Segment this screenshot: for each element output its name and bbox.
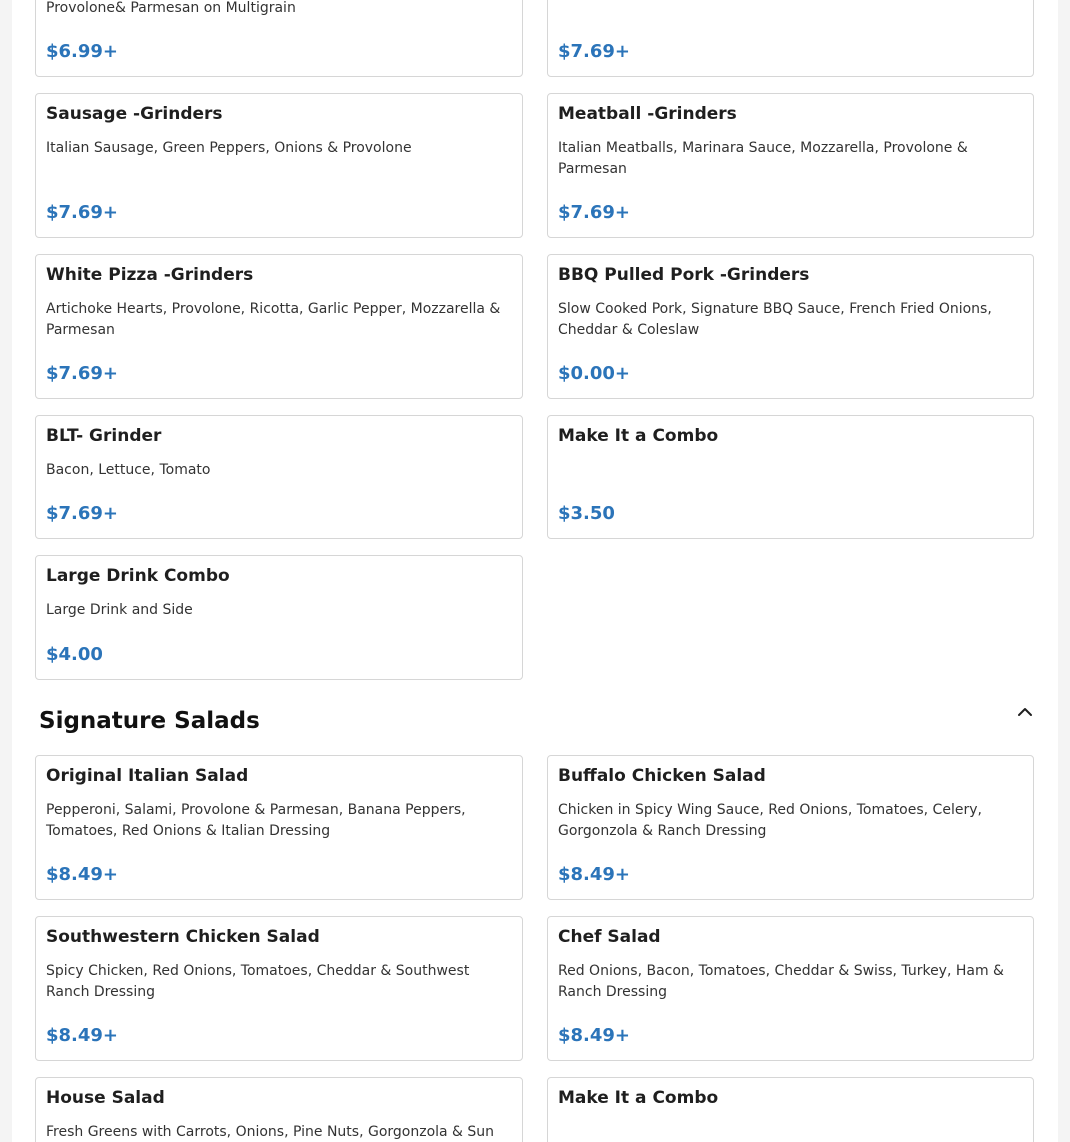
menu-item-card[interactable] [35,1077,523,1142]
menu-item-card[interactable] [547,254,1034,399]
menu-item-card[interactable] [547,415,1034,539]
menu-item-card[interactable] [547,93,1034,238]
menu-item-card[interactable] [35,415,523,539]
section-header [39,704,1039,738]
menu-item-price: $7.69+ [558,202,631,223]
menu-item-price: $6.99+ [46,41,119,62]
menu-item-card[interactable] [35,755,523,900]
menu-item-name: BLT- Grinder [46,426,162,446]
menu-item-description: Provolone& Parmesan on Multigrain [46,0,296,16]
menu-item-name: Meatball -Grinders [558,104,737,124]
menu-item-description: Italian Meatballs, Marinara Sauce, Mozzarella, Provolone & Parmesan [558,140,968,177]
menu-item-name: Make It a Combo [558,426,719,446]
menu-item-description: Fresh Greens with Carrots, Onions, Pine Nuts, Gorgonzola & Sun [46,1124,495,1140]
section-title: Signature Salads [39,708,260,734]
chevron-up-icon [1017,707,1033,717]
menu-item-price: $7.69+ [46,202,119,223]
menu-item-price: $7.69+ [46,503,119,524]
menu-item-name: Chef Salad [558,927,661,947]
menu-item-description: Artichoke Hearts, Provolone, Ricotta, Garlic Pepper, Mozzarella & Parmesan [46,301,501,338]
menu-item-card[interactable] [547,1077,1034,1142]
menu-item-card[interactable] [35,555,523,680]
menu-item-card[interactable] [35,93,523,238]
menu-item-description: Large Drink and Side [46,602,193,618]
menu-page [12,0,1058,1142]
menu-item-description: Red Onions, Bacon, Tomatoes, Cheddar & Swiss, Turkey, Ham & Ranch Dressing [558,963,1004,1000]
menu-item-description: Chicken in Spicy Wing Sauce, Red Onions, Tomatoes, Celery, Gorgonzola & Ranch Dressing [558,802,982,839]
menu-item-name: Make It a Combo [558,1088,719,1108]
menu-item-card[interactable] [547,0,1034,77]
menu-item-name: White Pizza -Grinders [46,265,254,285]
menu-item-name: Original Italian Salad [46,766,249,786]
menu-item-card[interactable] [547,755,1034,900]
menu-item-card[interactable] [35,0,523,77]
menu-item-card[interactable] [35,916,523,1061]
menu-item-price: $8.49+ [46,864,119,885]
menu-item-name: Large Drink Combo [46,566,230,586]
menu-item-name: Southwestern Chicken Salad [46,927,320,947]
menu-item-description: Italian Sausage, Green Peppers, Onions & Provolone [46,140,412,156]
menu-item-description: Spicy Chicken, Red Onions, Tomatoes, Cheddar & Southwest Ranch Dressing [46,963,470,1000]
menu-item-price: $7.69+ [558,41,631,62]
menu-item-card[interactable] [35,254,523,399]
menu-item-name: BBQ Pulled Pork -Grinders [558,265,810,285]
menu-item-name: Sausage -Grinders [46,104,223,124]
menu-item-name: House Salad [46,1088,165,1108]
menu-item-description: Bacon, Lettuce, Tomato [46,462,211,478]
menu-item-price: $4.00 [46,644,103,665]
menu-item-name: Buffalo Chicken Salad [558,766,766,786]
menu-item-price: $8.49+ [558,1025,631,1046]
menu-item-card[interactable] [547,916,1034,1061]
menu-item-price: $8.49+ [46,1025,119,1046]
menu-item-price: $7.69+ [46,363,119,384]
menu-item-price: $3.50 [558,503,615,524]
menu-item-price: $0.00+ [558,363,631,384]
menu-item-description: Pepperoni, Salami, Provolone & Parmesan, Banana Peppers, Tomatoes, Red Onions & Italian Dressing [46,802,466,839]
menu-item-price: $8.49+ [558,864,631,885]
collapse-section-button[interactable] [1011,704,1039,726]
menu-item-description: Slow Cooked Pork, Signature BBQ Sauce, French Fried Onions, Cheddar & Coleslaw [558,301,992,338]
